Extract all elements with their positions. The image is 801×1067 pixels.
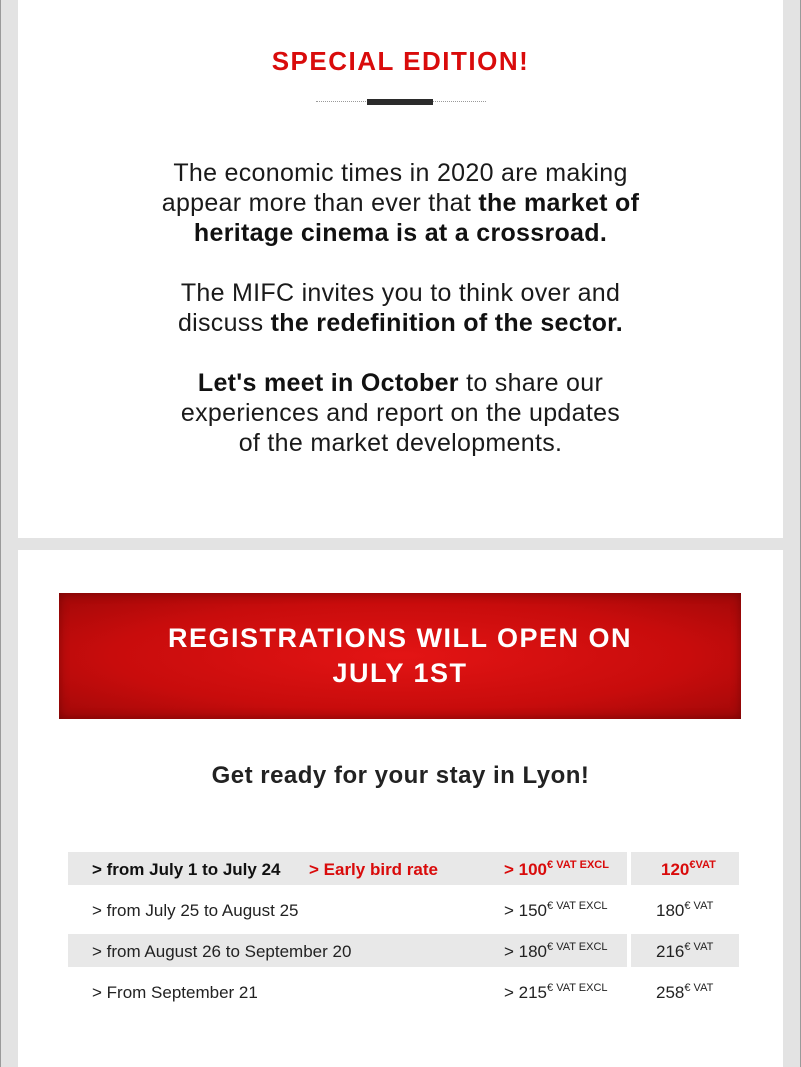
special-edition-title: SPECIAL EDITION! [271,46,530,76]
price-row-september [68,975,739,1008]
price-amount: > 215 [504,983,548,1002]
price-vat-excl [504,975,608,1008]
price-unit: € VAT [684,941,714,953]
price-vat-incl [656,975,713,1008]
price-row-early-bird [68,852,739,885]
intro-line: The economic times in 2020 are making [173,159,628,187]
registration-card [18,550,783,1067]
price-unit: € VAT [684,982,714,994]
price-unit: € VAT [684,900,714,912]
intro-line [18,308,783,338]
price-amount: > 100 [504,860,548,879]
intro-emphasis: the redefinition of the sector. [270,309,624,337]
intro-line: of the market developments. [238,429,563,457]
intro-paragraph-crossroad [18,158,783,248]
price-vat-incl [656,934,713,967]
price-amount: 120 [661,860,690,879]
price-period: > from July 1 to July 24 [92,860,281,879]
intro-line: The MIFC invites you to think over and [180,279,621,307]
intro-text: discuss [177,309,271,337]
price-period: > from August 26 to September 20 [92,942,352,961]
title-divider-bar [367,99,433,105]
intro-line [18,218,783,248]
price-vat-excl [504,934,608,967]
intro-paragraph-redefinition [18,278,783,338]
price-amount: 216 [656,942,685,961]
registration-banner [59,593,741,719]
intro-line [18,368,783,398]
price-vat-excl [504,893,608,926]
registration-banner-text: REGISTRATIONS WILL OPEN ON JULY 1ST [167,623,632,688]
price-vat-incl [656,893,713,926]
intro-line: experiences and report on the updates [180,399,621,427]
intro-emphasis: Let's meet in October [197,369,459,397]
price-unit: € VAT EXCL [547,941,608,953]
intro-text: appear more than ever that [161,189,479,217]
page-frame-left [0,0,1,1067]
price-amount: 258 [656,983,685,1002]
stay-title: Get ready for your stay in Lyon! [211,762,590,789]
price-vat-incl [661,852,716,885]
intro-paragraph-october [18,368,783,458]
special-edition-card [18,0,783,538]
price-period: > from July 25 to August 25 [92,901,299,920]
price-period: > From September 21 [92,983,258,1002]
price-row-august-september [68,934,739,967]
intro-emphasis: heritage cinema is at a crossroad. [193,219,608,247]
price-unit: € VAT EXCL [547,900,608,912]
intro-text: to share our [458,369,604,397]
price-amount: 180 [656,901,685,920]
early-bird-label: > Early bird rate [309,860,438,879]
price-amount: > 180 [504,942,548,961]
price-unit: €VAT [689,859,716,871]
price-unit: € VAT EXCL [547,859,609,871]
price-unit: € VAT EXCL [547,982,608,994]
price-amount: > 150 [504,901,548,920]
intro-emphasis: the market of [478,189,640,217]
intro-line [18,188,783,218]
price-vat-excl [504,852,609,885]
price-row-july-august [68,893,739,926]
